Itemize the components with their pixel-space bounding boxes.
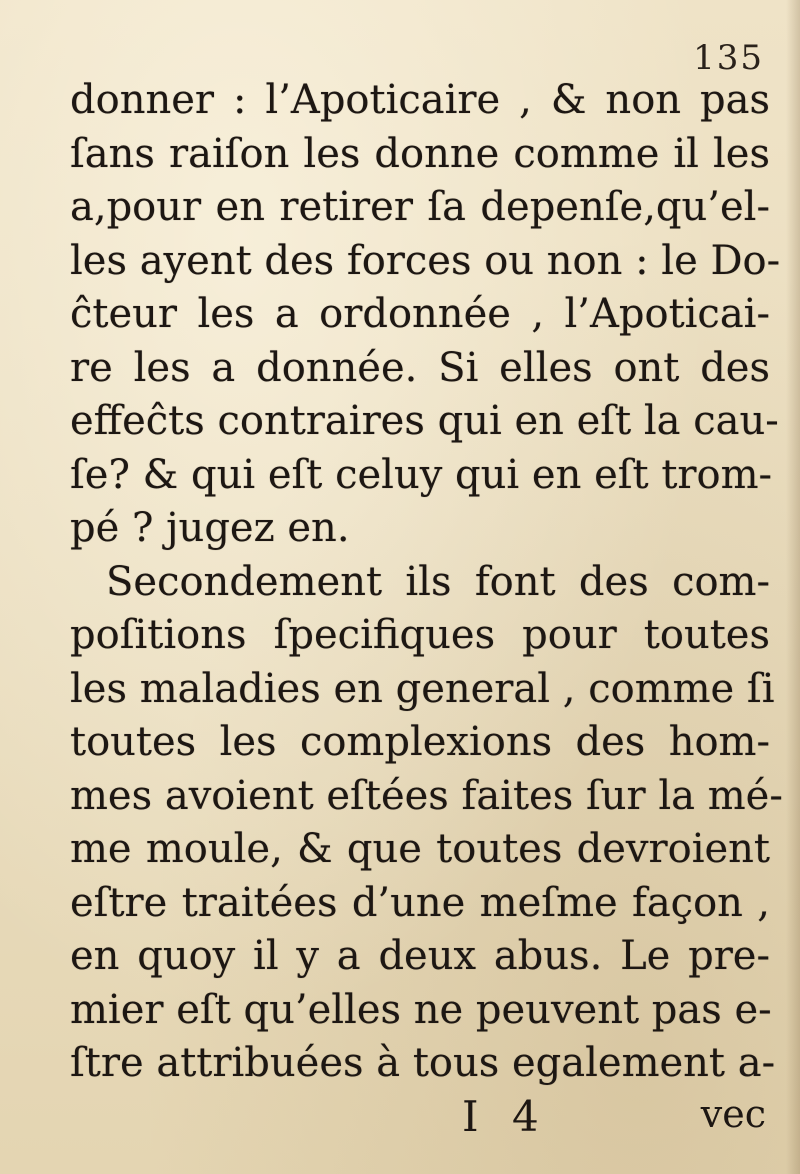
text-line-paragraph-end: pé ? jugez en.	[70, 505, 350, 551]
text-line: re les a donnée. Si elles ont des	[70, 344, 770, 391]
text-line: ĉteur les a ordonnée , l’Apoticai-	[70, 291, 770, 337]
text-line: ſe? & qui eſt celuy qui en eſt trom-	[70, 451, 773, 498]
text-line: en quoy il y a deux abus. Le pre-	[70, 933, 770, 979]
text-line: ſtre attribuées à tous egalement a-	[70, 1040, 776, 1086]
body-text	[70, 74, 783, 1091]
text-line: poſitions ſpecifiques pour toutes	[70, 612, 770, 658]
text-line: les ayent des forces ou non : le Do-	[70, 237, 781, 284]
page-footer	[70, 1092, 770, 1152]
text-line: mes avoient eſtées faites ſur la mé-	[70, 772, 783, 819]
page-number: 135	[693, 38, 764, 78]
text-line: mier eſt qu’elles ne peuvent pas e-	[70, 986, 772, 1033]
text-line: me moule, & que toutes devroient	[70, 826, 770, 872]
text-line: effeĉts contraires qui en eſt la cau-	[70, 398, 779, 444]
signature-mark: I 4	[462, 1092, 549, 1141]
text-line: toutes les complexions des hom-	[70, 719, 770, 765]
text-line: eſtre traitées d’une meſme façon ,	[70, 879, 770, 926]
text-line: donner : l’Apoticaire , & non pas	[70, 77, 770, 123]
catchword: vec	[700, 1092, 766, 1136]
text-line: a,pour en retirer ſa depenſe,qu’el-	[70, 184, 770, 230]
page-edge-shadow	[786, 0, 800, 1174]
text-line: les maladies en general , comme ſi	[70, 665, 775, 712]
text-line-paragraph-start: Secondement ils font des com-	[106, 558, 770, 605]
text-line: ſans raiſon les donne comme il les	[70, 130, 770, 177]
